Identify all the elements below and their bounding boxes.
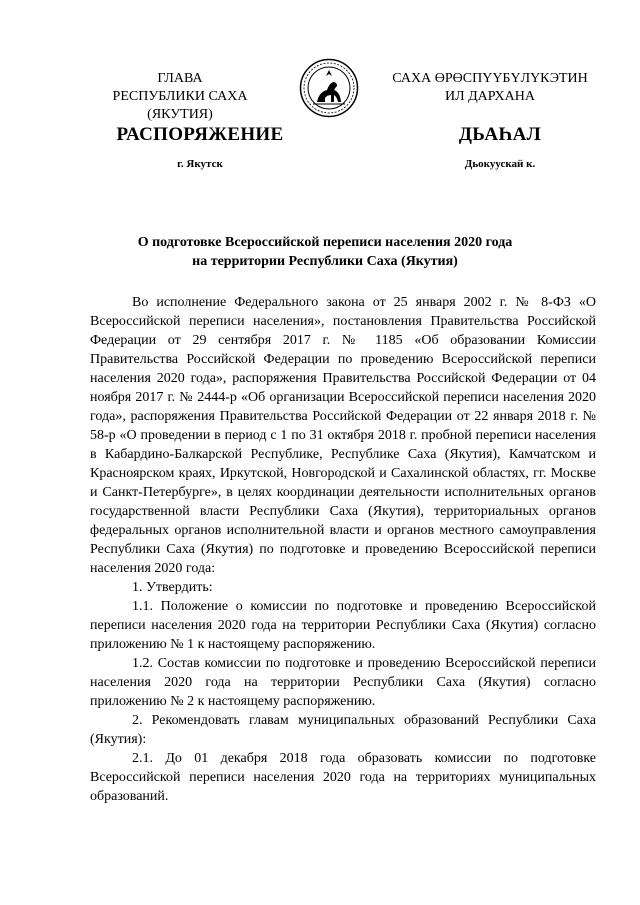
- city-left: г. Якутск: [177, 158, 223, 170]
- paragraph: 1.1. Положение о комиссии по подготовке и проведению Всероссийской переписи населения 2020 года на территории Республики Саха (Якутия) согласно приложению № 1 к настоящему распоряжению.: [90, 599, 596, 652]
- document-subject: [92, 233, 558, 271]
- header-right-line1: САХА ӨРӨСПҮҮБҮЛҮКЭТИН: [392, 71, 588, 86]
- document-body: [90, 293, 596, 806]
- city-right: Дьокуускай к.: [464, 158, 536, 170]
- paragraph: 1. Утвердить:: [132, 580, 213, 595]
- subject-line2: на территории Республики Саха (Якутия): [192, 254, 458, 269]
- paragraph: Во исполнение Федерального закона от 25 января 2002 г. № 8-ФЗ «О Всероссийской переписи населения», постановления Правительства Российской Федерации от 29 сентября 2017 г. № 1185 «Об образовании Комиссии Правительства Российской Федерации по проведению Всероссийской переписи населения 2020 года», распоряжения Правительства Российской Федерации от 04 ноября 2017 г. № 2444-р «Об организации Всероссийской переписи населения 2020 года», распоряжения Правительства Российской Федерации от 22 января 2018 г. № 58-р «О проведении в период с 1 по 31 октября 2018 г. пробной переписи населения в Кабардино-Балкарской Республике, Республике Саха (Якутия), Камчатском и Красноярском краях, Иркутской, Новгородской и Сахалинской областях, гг. Москве и Санкт-Петербурге», в целях координации деятельности исполнительных органов государственной власти Республики Саха (Якутия), территориальных органов федеральных органов исполнительной власти и органов местного самоуправления Республики Саха (Якутия) по подготовке и проведению Всероссийской переписи населения 2020 года:: [90, 295, 596, 576]
- doc-type-right: ДЬАҺАЛ: [458, 124, 542, 145]
- subject-line1: О подготовке Всероссийской переписи населения 2020 года: [137, 235, 513, 250]
- coat-of-arms-icon: [299, 58, 359, 118]
- paragraph: 1.2. Состав комиссии по подготовке и проведению Всероссийской переписи населения 2020 года на территории Республики Саха (Якутия) согласно приложению № 2 к настоящему распоряжению.: [90, 656, 596, 709]
- doc-type-left: РАСПОРЯЖЕНИЕ: [116, 124, 284, 145]
- header-left-line2: РЕСПУБЛИКИ САХА (ЯКУТИЯ): [112, 89, 248, 122]
- header-right-line2: ИЛ ДАРХАНА: [444, 89, 535, 104]
- header-left-line1: ГЛАВА: [157, 71, 203, 86]
- header-right: [380, 70, 600, 106]
- header-left: [80, 70, 280, 124]
- paragraph: 2.1. До 01 декабря 2018 года образовать комиссии по подготовке Всероссийской переписи населения 2020 года на территориях муниципальных образований.: [90, 751, 596, 804]
- paragraph: 2. Рекомендовать главам муниципальных образований Республики Саха (Якутия):: [90, 713, 596, 747]
